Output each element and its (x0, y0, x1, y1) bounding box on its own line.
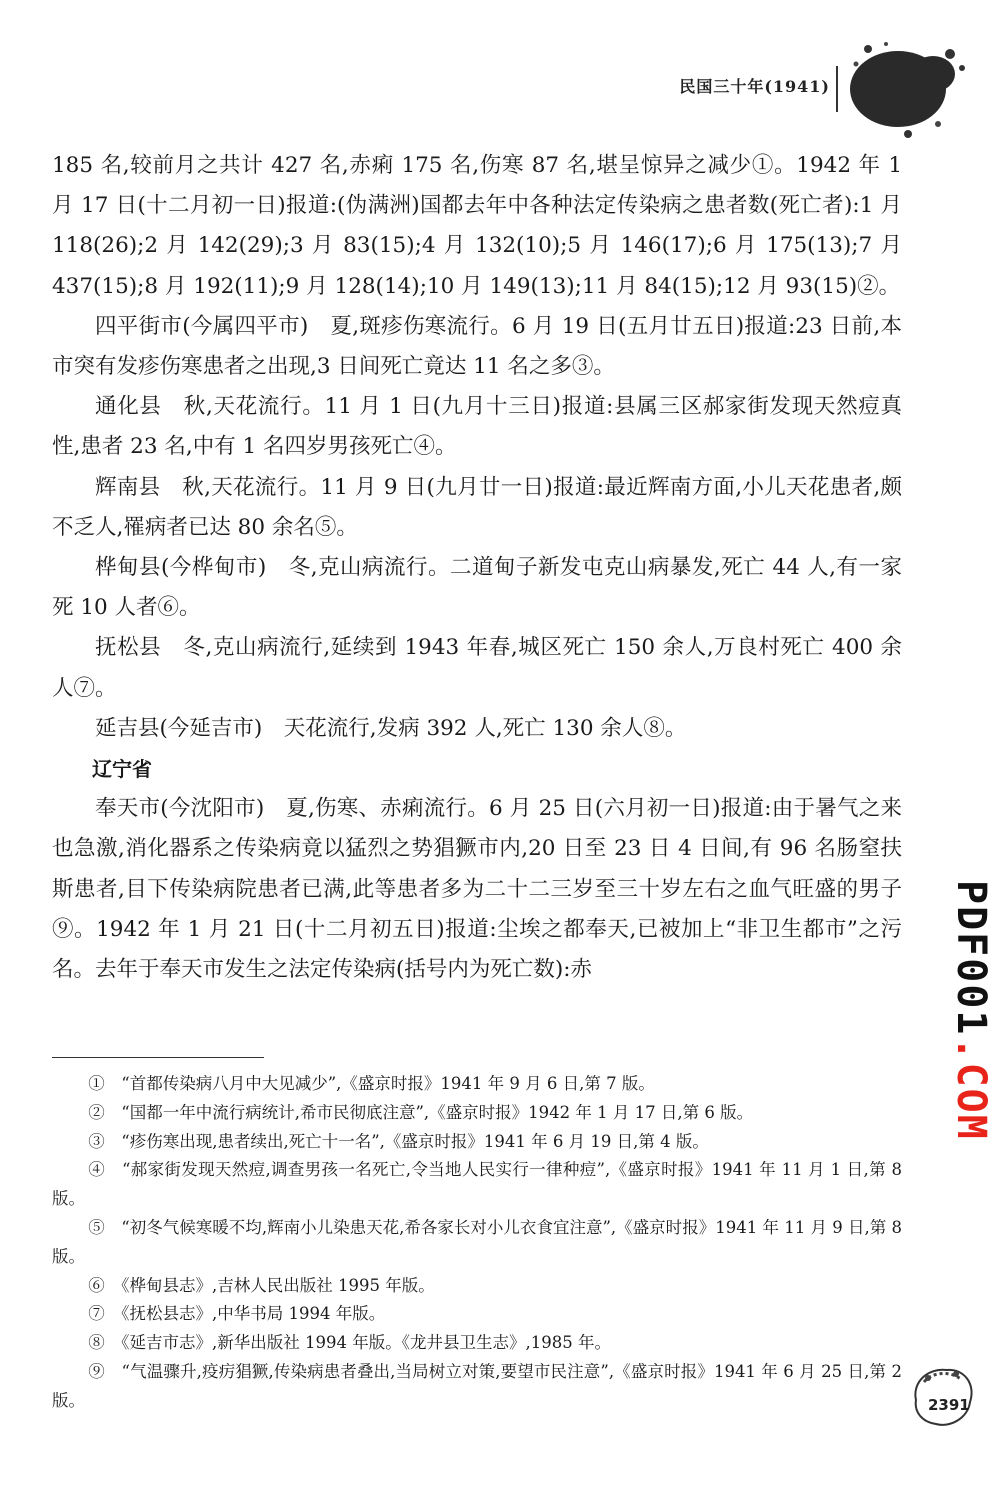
page-number: 2391 (928, 1396, 970, 1414)
paragraph-yanji: 延吉县(今延吉市) 天花流行,发病 392 人,死亡 130 余人⑧。 (95, 715, 687, 741)
paragraph-siping: 四平街市(今属四平市) 夏,斑疹伤寒流行。6 月 19 日(五月廿五日)报道:23 日前,本市突有发疹伤寒患者之出现,3 日间死亡竟达 11 名之多③。 (52, 313, 902, 380)
footnote-4: ④ “郝家街发现天然痘,调查男孩一名死亡,令当地人民实行一律种痘”,《盛京时报》1941 年 11 月 1 日,第 8 版。 (52, 1160, 902, 1209)
paragraph-huinan: 辉南县 秋,天花流行。11 月 9 日(九月廿一日)报道:最近辉南方面,小儿天花患者,颇不乏人,罹病者已达 80 余名⑤。 (52, 474, 902, 540)
footnote-7: ⑦ 《抚松县志》,中华书局 1994 年版。 (88, 1304, 386, 1324)
paragraph-huadian: 桦甸县(今桦甸市) 冬,克山病流行。二道甸子新发屯克山病暴发,死亡 44 人,有一家死 10 人者⑥。 (52, 555, 902, 621)
ink-splash-decoration (838, 34, 978, 154)
footnote-2: ② “国都一年中流行病统计,希市民彻底注意”,《盛京时报》1942 年 1 月 17 日,第 6 版。 (88, 1102, 754, 1122)
paragraph-fengtian: 奉天市(今沈阳市) 夏,伤寒、赤痢流行。6 月 25 日(六月初一日)报道:由于暑气之来也急激,消化器系之传染病竟以猛烈之势猖獗市内,20 日至 23 日 4 日间,有 96 名肠窒扶斯患者,目下传染病院患者已满,此等患者多为二十二三岁至三十岁左右之血气旺盛的男子⑨。1942 年 1 月 21 日(十二月初五日)报道:尘埃之都奉天,已被加上“非卫生都市”之污名。去年于奉天市发生之法定传染病(括号内为死亡数):赤 (52, 796, 902, 983)
running-header: 民国三十年(1941) (679, 77, 830, 96)
footnote-3: ③ “疹伤寒出现,患者续出,死亡十一名”,《盛京时报》1941 年 6 月 19 日,第 4 版。 (88, 1131, 709, 1151)
header-rule (836, 66, 838, 112)
paragraph-tonghua: 通化县 秋,天花流行。11 月 1 日(九月十三日)报道:县属三区郝家街发现天然痘真性,患者 23 名,中有 1 名四岁男孩死亡④。 (52, 394, 902, 460)
footnote-8: ⑧ 《延吉市志》,新华出版社 1994 年版。《龙井县卫生志》,1985 年。 (88, 1333, 612, 1353)
footnote-6: ⑥ 《桦甸县志》,吉林人民出版社 1995 年版。 (88, 1275, 435, 1295)
watermark-text (948, 880, 994, 1141)
footnote-9: ⑨ “气温骤升,疫疠猖獗,传染病患者叠出,当局树立对策,要望市民注意”,《盛京时报》1941 年 6 月 25 日,第 2 版。 (52, 1361, 902, 1410)
section-heading-liaoning: 辽宁省 (92, 757, 152, 782)
footnote-rule (52, 1057, 264, 1058)
paragraph-fusong: 抚松县 冬,克山病流行,延续到 1943 年春,城区死亡 150 余人,万良村死亡 400 余人⑦。 (52, 635, 902, 701)
watermark (944, 880, 1000, 1141)
paragraph-continuation: 185 名,较前月之共计 427 名,赤痢 175 名,伤寒 87 名,堪呈惊异之减少①。1942 年 1 月 17 日(十二月初一日)报道:(伪满洲)国都去年中各种法定传染病之患者数(死亡者):1 月 118(26);2 月 142(29);3 月 83(15);4 月 132(10);5 月 146(17);6 月 175(13);7 月 437(15);8 月 192(11);9 月 128(14);10 月 149(13);11 月 84(15);12 月 93(15)②。 (52, 153, 902, 299)
watermark-part-1: PDF001 (948, 880, 994, 1037)
footnote-5: ⑤ “初冬气候寒暖不均,辉南小儿染患天花,希各家长对小儿衣食宜注意”,《盛京时报》1941 年 11 月 9 日,第 8 版。 (52, 1217, 902, 1266)
footnote-1: ① “首都传染病八月中大见减少”,《盛京时报》1941 年 9 月 6 日,第 7 版。 (88, 1074, 655, 1093)
watermark-part-2: .COM (948, 1036, 994, 1141)
footnotes (52, 1070, 902, 1416)
main-text (52, 146, 902, 990)
